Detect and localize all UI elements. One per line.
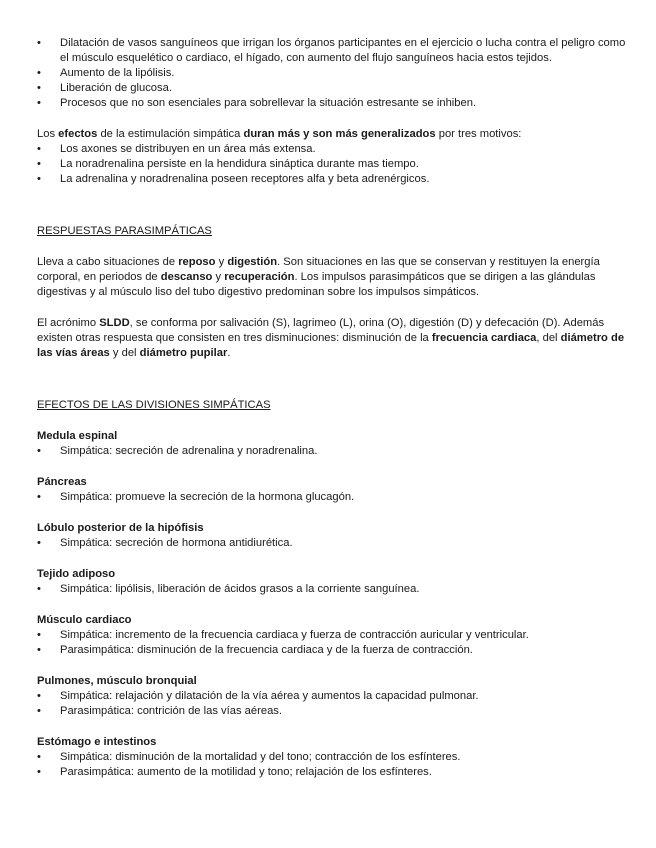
section-heading-parasympathetic: RESPUESTAS PARASIMPÁTICAS [37, 225, 212, 237]
list-item: • Los axones se distribuyen en un área más extensa. [37, 142, 627, 157]
list-item: • Dilatación de vasos sanguíneos que irrigan los órganos participantes en el ejercicio o lucha contra el peligro como el músculo esquelético o cardiaco, el hígado, con aumento del flujo sanguíneos hacia estos tejidos. [37, 36, 627, 66]
list-item: • Simpática: secreción de hormona antidiurética. [37, 536, 627, 551]
list-item: • Parasimpática: contrición de las vías aéreas. [37, 704, 627, 719]
list-item: • Procesos que no son esenciales para sobrellevar la situación estresante se inhiben. [37, 96, 627, 111]
list-item: • La noradrenalina persiste en la hendidura sináptica durante mas tiempo. [37, 157, 627, 172]
group-title: Estómago e intestinos [37, 736, 157, 748]
parasympathetic-paragraph-1: Lleva a cabo situaciones de reposo y digestión. Son situaciones en las que se conservan y restituyen la energía corporal, en periodos de descanso y recuperación. Los impulsos parasimpáticos que se dirigen a las glándulas digestivas y al músculo liso del tubo digestivo predominan sobre los impulsos simpáticos. [37, 256, 600, 298]
intro-list [37, 36, 627, 111]
group-title: Pulmones, músculo bronquial [37, 675, 197, 687]
parasympathetic-paragraph-2: El acrónimo SLDD, se conforma por salivación (S), lagrimeo (L), orina (O), digestión (D) y defecación (D). Además existen otras respuesta que consisten en tres disminuciones: disminución de la frecuencia cardiaca, del diámetro de las vías áreas y del diámetro pupilar. [37, 317, 625, 359]
effects-group [37, 613, 627, 658]
document-page [37, 36, 627, 780]
effects-group [37, 674, 627, 719]
group-title: Músculo cardiaco [37, 614, 132, 626]
group-title: Lóbulo posterior de la hipófisis [37, 522, 204, 534]
effects-group [37, 429, 627, 459]
list-item: • Simpática: secreción de adrenalina y noradrenalina. [37, 444, 627, 459]
list-item: • Simpática: incremento de la frecuencia cardiaca y fuerza de contracción auricular y ventricular. [37, 628, 627, 643]
section-heading-effects: EFECTOS DE LAS DIVISIONES SIMPÁTICAS [37, 399, 271, 411]
group-title: Tejido adiposo [37, 568, 116, 580]
effects-group [37, 735, 627, 780]
list-item: • Simpática: promueve la secreción de la hormona glucagón. [37, 490, 627, 505]
list-item: • Liberación de glucosa. [37, 81, 627, 96]
list-item: • Simpática: relajación y dilatación de la vía aérea y aumentos la capacidad pulmonar. [37, 689, 627, 704]
list-item: • La adrenalina y noradrenalina poseen receptores alfa y beta adrenérgicos. [37, 172, 627, 187]
effects-group [37, 567, 627, 597]
effects-list [37, 142, 627, 187]
effects-group [37, 521, 627, 551]
group-title: Páncreas [37, 476, 87, 488]
list-item: • Aumento de la lipólisis. [37, 66, 627, 81]
list-item: • Simpática: disminución de la mortalidad y del tono; contracción de los esfínteres. [37, 750, 627, 765]
list-item: • Parasimpática: aumento de la motilidad y tono; relajación de los esfínteres. [37, 765, 627, 780]
list-item: • Simpática: lipólisis, liberación de ácidos grasos a la corriente sanguínea. [37, 582, 627, 597]
effects-group [37, 475, 627, 505]
effects-paragraph: Los efectos de la estimulación simpática duran más y son más generalizados por tres motivos: [37, 128, 522, 140]
group-title: Medula espinal [37, 430, 118, 442]
list-item: • Parasimpática: disminución de la frecuencia cardiaca y de la fuerza de contracción. [37, 643, 627, 658]
